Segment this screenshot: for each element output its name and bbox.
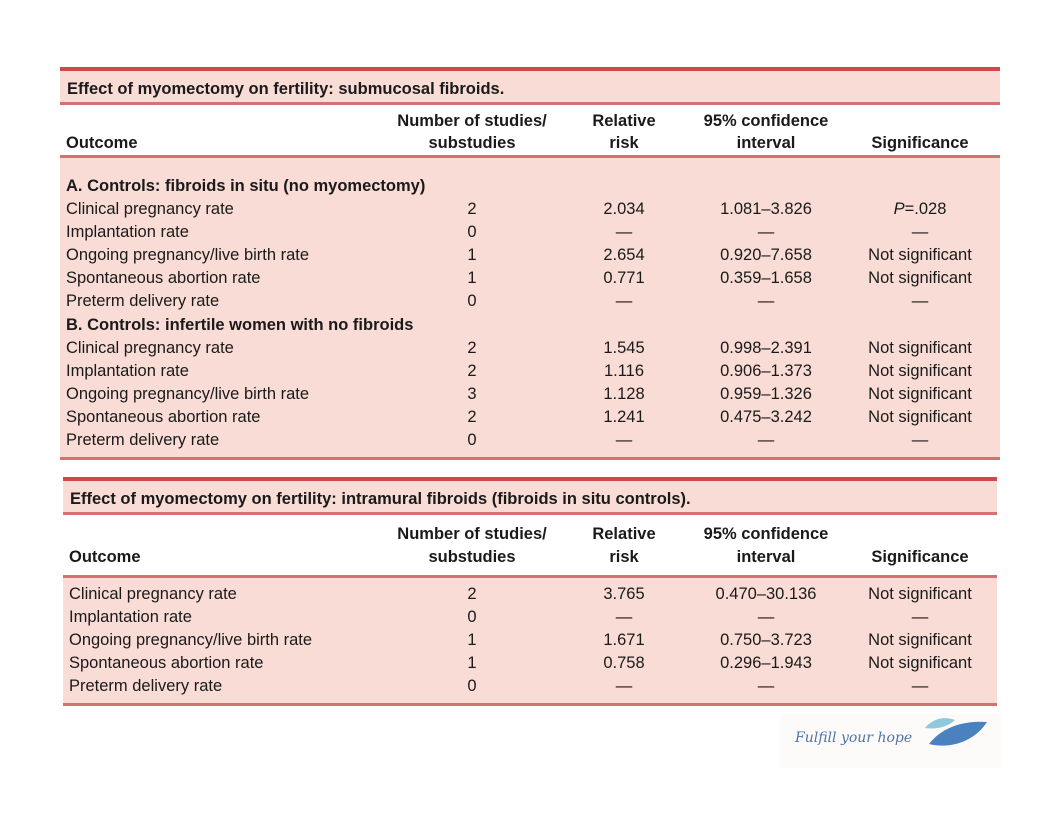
table-row	[63, 652, 997, 675]
confidence-interval-cell: —	[757, 677, 775, 695]
relative-risk-cell: —	[615, 677, 633, 695]
table-title-bar	[60, 71, 1000, 105]
significance-cell: Not significant	[868, 654, 972, 672]
studies-cell: 0	[467, 431, 477, 449]
outcome-cell: Implantation rate	[69, 608, 192, 626]
studies-cell: 1	[467, 269, 477, 287]
confidence-interval-cell: 0.920–7.658	[720, 246, 812, 264]
significance-cell: Not significant	[868, 408, 972, 426]
header-rr-line1: Relative	[592, 112, 656, 130]
light-leaf-icon	[925, 718, 955, 728]
studies-cell: 2	[467, 585, 477, 603]
confidence-interval-cell: 0.359–1.658	[720, 269, 812, 287]
table-title: Effect of myomectomy on fertility: intramural fibroids (fibroids in situ controls).	[70, 490, 691, 508]
confidence-interval-cell: 0.296–1.943	[720, 654, 812, 672]
relative-risk-cell: —	[615, 608, 633, 626]
table-title-bar	[63, 481, 997, 515]
table-row	[60, 290, 1000, 313]
outcome-cell: Spontaneous abortion rate	[69, 654, 264, 672]
relative-risk-cell: —	[615, 223, 633, 241]
confidence-interval-cell: 0.906–1.373	[720, 362, 812, 380]
header-rr-line2: risk	[609, 134, 639, 152]
relative-risk-cell: 2.654	[603, 246, 645, 264]
relative-risk-cell: 3.765	[603, 585, 645, 603]
confidence-interval-cell: —	[757, 431, 775, 449]
significance-cell: —	[911, 608, 929, 626]
significance-cell: Not significant	[868, 631, 972, 649]
relative-risk-cell: 1.241	[603, 408, 645, 426]
table-row	[63, 583, 997, 606]
outcome-cell: Clinical pregnancy rate	[69, 585, 237, 603]
header-ci-line1: 95% confidence	[703, 525, 829, 543]
confidence-interval-cell: —	[757, 608, 775, 626]
outcome-cell: Clinical pregnancy rate	[66, 339, 234, 357]
significance-cell: Not significant	[868, 585, 972, 603]
logo-tagline: Fulfill your hope	[795, 730, 913, 746]
header-significance: Significance	[871, 548, 969, 566]
studies-cell: 1	[467, 631, 477, 649]
column-header-row	[60, 105, 1000, 158]
outcome-cell: Spontaneous abortion rate	[66, 408, 261, 426]
significance-cell: —	[911, 677, 929, 695]
studies-cell: 1	[467, 246, 477, 264]
header-rr-line1: Relative	[592, 525, 656, 543]
intramural-fibroids-table	[63, 477, 997, 706]
outcome-cell: Implantation rate	[66, 362, 189, 380]
studies-cell: 0	[467, 608, 477, 626]
studies-cell: 2	[467, 408, 477, 426]
table-row	[60, 429, 1000, 452]
header-ci-line2: interval	[736, 548, 796, 566]
studies-cell: 0	[467, 223, 477, 241]
confidence-interval-cell: 0.750–3.723	[720, 631, 812, 649]
section-label: B. Controls: infertile women with no fibroids	[66, 316, 414, 334]
confidence-interval-cell: —	[757, 292, 775, 310]
studies-cell: 1	[467, 654, 477, 672]
significance-cell: Not significant	[868, 339, 972, 357]
confidence-interval-cell: 1.081–3.826	[720, 200, 812, 218]
outcome-cell: Preterm delivery rate	[69, 677, 223, 695]
studies-cell: 2	[467, 200, 477, 218]
relative-risk-cell: 1.545	[603, 339, 645, 357]
table-row	[60, 267, 1000, 290]
brand-logo	[781, 714, 1001, 768]
submucosal-fibroids-table	[60, 67, 1000, 460]
header-ci-line2: interval	[736, 134, 796, 152]
bottom-rule	[60, 457, 1000, 460]
relative-risk-cell: —	[615, 292, 633, 310]
header-outcome: Outcome	[69, 548, 141, 566]
relative-risk-cell: 0.758	[603, 654, 645, 672]
outcome-cell: Preterm delivery rate	[66, 431, 220, 449]
confidence-interval-cell: 0.959–1.326	[720, 385, 812, 403]
header-studies-line2: substudies	[428, 134, 516, 152]
significance-cell: Not significant	[868, 269, 972, 287]
confidence-interval-cell: —	[757, 223, 775, 241]
studies-cell: 2	[467, 339, 477, 357]
significance-cell: Not significant	[868, 246, 972, 264]
confidence-interval-cell: 0.475–3.242	[720, 408, 812, 426]
relative-risk-cell: 1.116	[603, 362, 645, 380]
outcome-cell: Preterm delivery rate	[66, 292, 220, 310]
header-outcome: Outcome	[66, 134, 138, 152]
relative-risk-cell: 0.771	[603, 269, 645, 287]
confidence-interval-cell: 0.998–2.391	[720, 339, 812, 357]
outcome-cell: Ongoing pregnancy/live birth rate	[66, 246, 310, 264]
significance-cell: —	[911, 223, 929, 241]
studies-cell: 3	[467, 385, 477, 403]
significance-cell: —	[911, 292, 929, 310]
table-row	[60, 337, 1000, 360]
table-row	[63, 629, 997, 652]
outcome-cell: Spontaneous abortion rate	[66, 269, 261, 287]
bottom-rule	[63, 703, 997, 706]
table-title: Effect of myomectomy on fertility: submucosal fibroids.	[67, 80, 505, 98]
section-label: A. Controls: fibroids in situ (no myomectomy)	[66, 177, 426, 195]
header-rr-line2: risk	[609, 548, 639, 566]
header-studies-line1: Number of studies/	[397, 112, 547, 130]
outcome-cell: Ongoing pregnancy/live birth rate	[66, 385, 310, 403]
significance-cell: —	[911, 431, 929, 449]
table-row	[60, 244, 1000, 267]
header-studies-line2: substudies	[428, 548, 516, 566]
outcome-cell: Ongoing pregnancy/live birth rate	[69, 631, 313, 649]
relative-risk-cell: 1.671	[603, 631, 645, 649]
confidence-interval-cell: 0.470–30.136	[715, 585, 817, 603]
table-row	[60, 383, 1000, 406]
relative-risk-cell: 1.128	[603, 385, 645, 403]
table-row	[60, 406, 1000, 429]
significance-cell: Not significant	[868, 362, 972, 380]
column-header-row	[63, 515, 997, 578]
significance-cell: P=.028	[893, 200, 947, 218]
relative-risk-cell: 2.034	[603, 200, 645, 218]
table-row	[60, 360, 1000, 383]
relative-risk-cell: —	[615, 431, 633, 449]
header-studies-line1: Number of studies/	[397, 525, 547, 543]
studies-cell: 0	[467, 677, 477, 695]
significance-cell: Not significant	[868, 385, 972, 403]
studies-cell: 2	[467, 362, 477, 380]
outcome-cell: Clinical pregnancy rate	[66, 200, 234, 218]
leaf-logo-icon	[921, 714, 991, 754]
table-row	[63, 675, 997, 698]
studies-cell: 0	[467, 292, 477, 310]
outcome-cell: Implantation rate	[66, 223, 189, 241]
table-row	[60, 198, 1000, 221]
table-row	[63, 606, 997, 629]
header-significance: Significance	[871, 134, 969, 152]
header-ci-line1: 95% confidence	[703, 112, 829, 130]
table-row	[60, 221, 1000, 244]
